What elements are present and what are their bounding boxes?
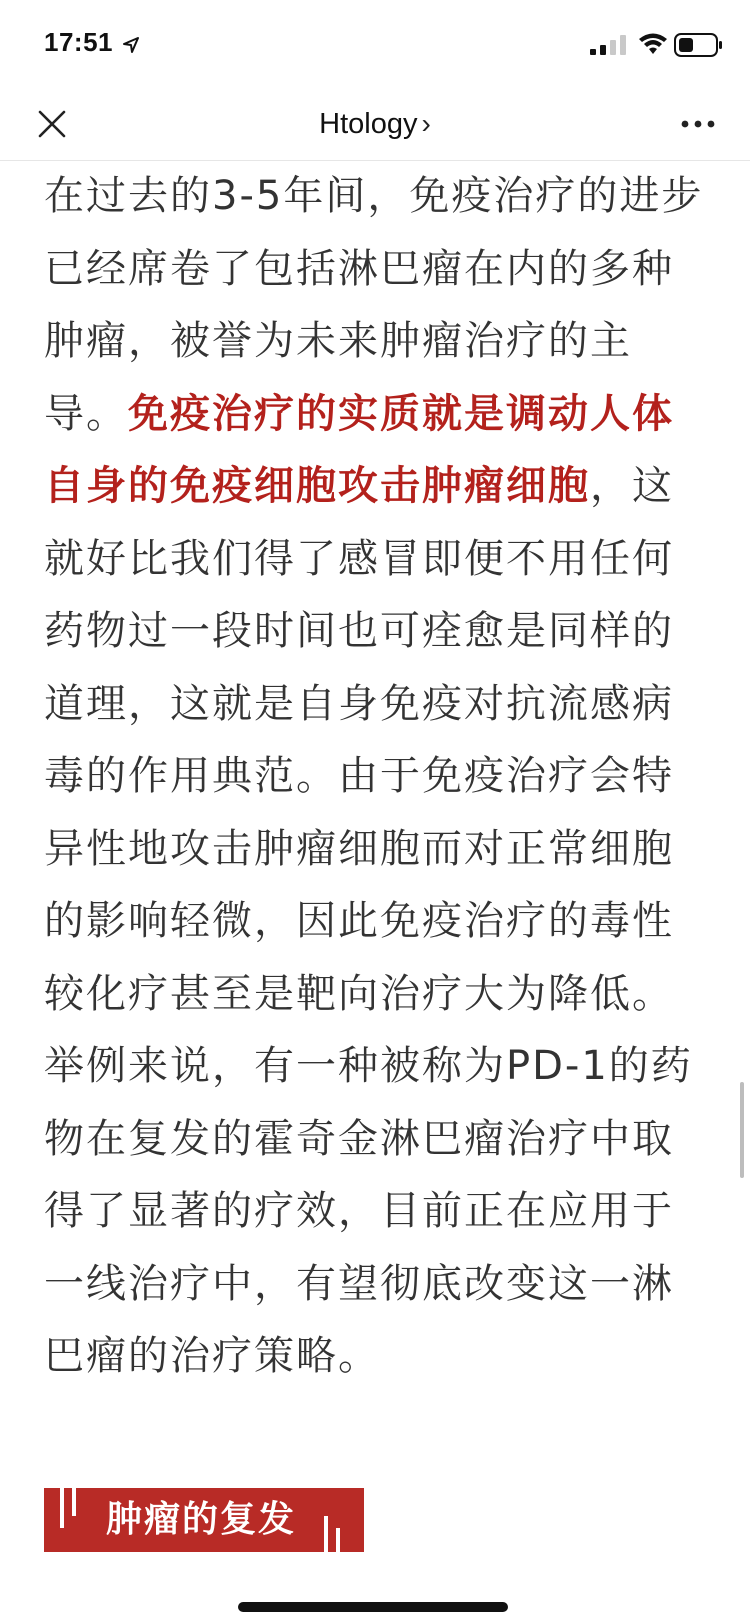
article-body — [44, 160, 710, 1393]
account-name: Htology — [319, 108, 418, 140]
heading-decoration — [336, 1528, 340, 1552]
highlighted-text: 免疫治疗的实质就是调动人体自身的免疫细胞攻击肿瘤细胞 — [44, 390, 674, 509]
section-heading — [44, 1488, 364, 1552]
more-button[interactable] — [676, 102, 720, 146]
article-paragraph — [44, 160, 710, 1393]
account-title-link[interactable] — [0, 102, 750, 146]
heading-decoration — [72, 1488, 76, 1516]
more-icon — [680, 119, 716, 129]
wifi-icon — [638, 32, 668, 56]
scrollbar[interactable] — [740, 1082, 744, 1178]
battery-icon — [674, 33, 724, 57]
home-indicator[interactable] — [238, 1602, 508, 1612]
location-arrow-icon — [122, 36, 140, 54]
paragraph-text-1: 在过去的3-5年间，免疫治疗的进步已经席卷了包括淋巴瘤在内的多种肿瘤，被誉为未来肿瘤治疗的主导。 — [44, 173, 704, 437]
chevron-right-icon: › — [421, 108, 431, 139]
paragraph-text-2: ，这就好比我们得了感冒即便不用任何药物过一段时间也可痊愈是同样的道理，这就是自身免疫对抗流感病毒的作用典范。由于免疫治疗会特异性地攻击肿瘤细胞而对正常细胞的影响轻微，因此免疫治疗的毒性较化疗甚至是靶向治疗大为降低。举例来说，有一种被称为PD-1的药物在复发的霍奇金淋巴瘤治疗中取得了显著的疗效，目前正在应用于一线治疗中，有望彻底改变这一淋巴瘤的治疗策略。 — [44, 463, 693, 1379]
section-heading-text: 肿瘤的复发 — [106, 1499, 297, 1540]
nav-bar — [0, 88, 750, 161]
heading-decoration — [324, 1516, 328, 1552]
status-time: 17:51 — [44, 27, 113, 57]
status-bar — [0, 0, 750, 88]
signal-icon — [590, 35, 628, 55]
heading-decoration — [60, 1488, 64, 1528]
